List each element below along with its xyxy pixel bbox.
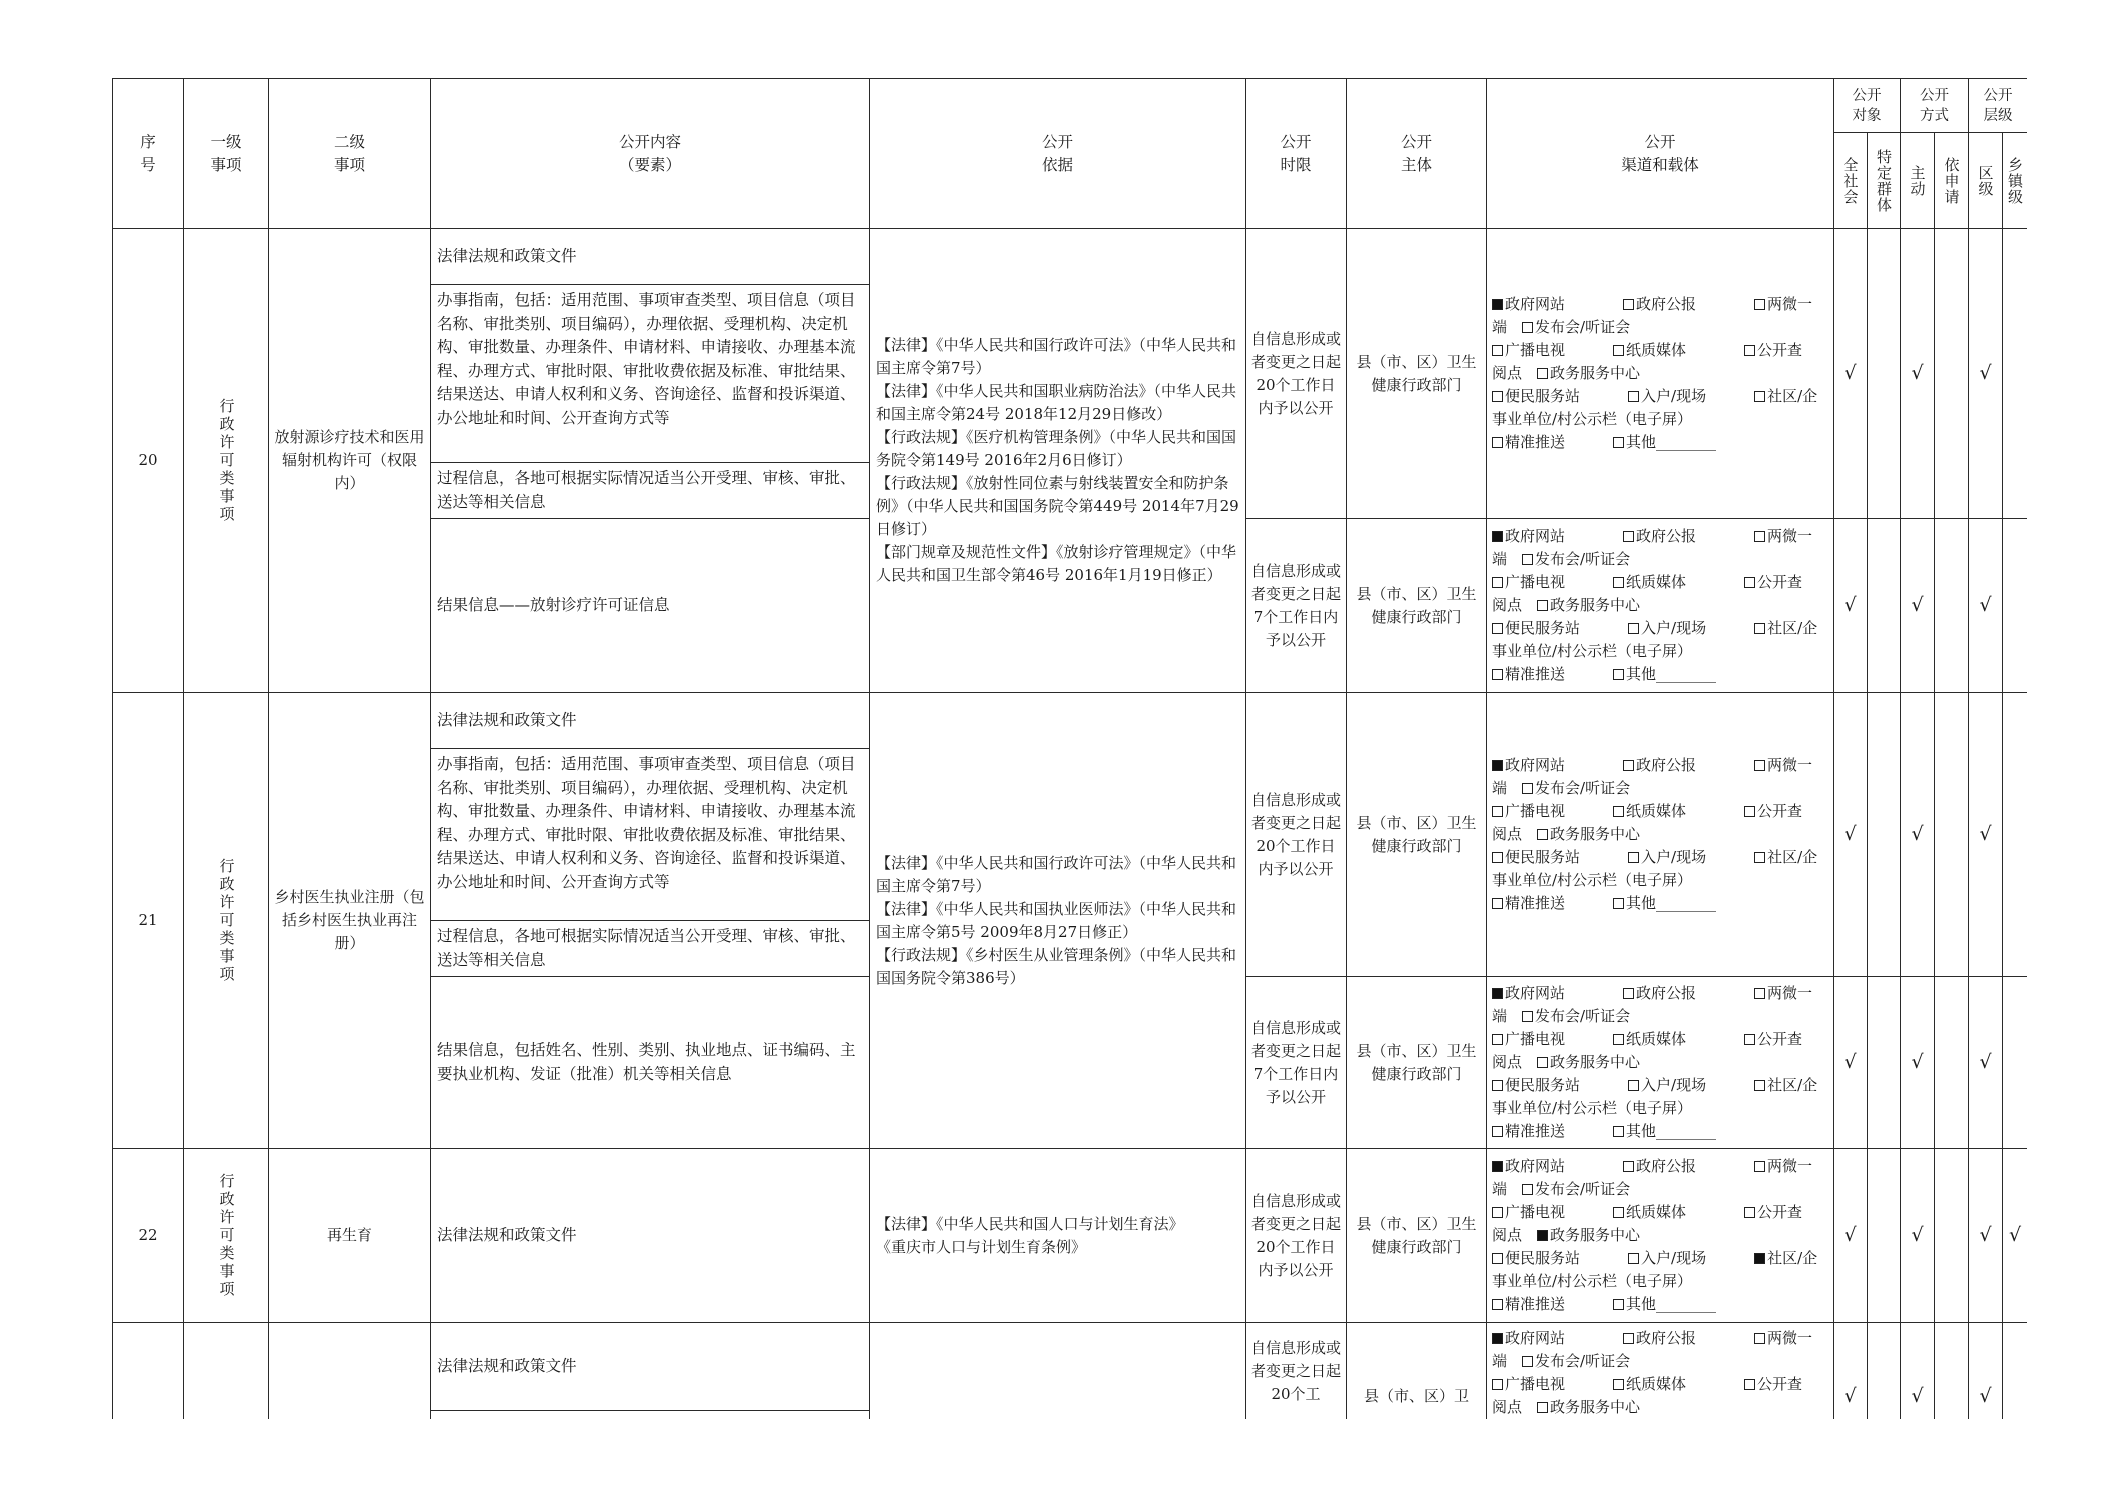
checkbox-icon: [1623, 988, 1634, 999]
header-target-group: 公开 对象: [1834, 79, 1901, 133]
checkbox-icon: [1628, 1080, 1639, 1091]
check-method-request: [1935, 1323, 1969, 1420]
check-method-active: √: [1901, 519, 1935, 693]
row-subject-result: 县（市、区）卫生健康行政部门: [1347, 519, 1487, 693]
checkbox-checked-icon: [1492, 988, 1503, 999]
checkbox-icon: [1492, 577, 1503, 588]
checkbox-icon: [1522, 1184, 1533, 1195]
checkbox-checked-icon: [1492, 1333, 1503, 1344]
check-level-district: √: [1969, 977, 2003, 1149]
checkbox-icon: [1754, 988, 1765, 999]
row-level1: 行政许可类事项: [184, 229, 269, 693]
check-method-request: [1935, 977, 1969, 1149]
disclosure-standard-table: [112, 78, 2027, 1419]
row-seq: 22: [113, 1149, 184, 1323]
check-method-request: [1935, 519, 1969, 693]
checkbox-icon: [1492, 898, 1503, 909]
checkbox-icon: [1492, 1299, 1503, 1310]
check-level-district: √: [1969, 693, 2003, 977]
checkbox-icon: [1744, 1207, 1755, 1218]
check-level-district: √: [1969, 1149, 2003, 1323]
checkbox-icon: [1613, 669, 1624, 680]
checkbox-icon: [1522, 1356, 1533, 1367]
check-target-all: √: [1834, 977, 1868, 1149]
channel-block: 政府网站 政府公报 两微一 端 发布会/听证会 广播电视 纸质媒体 公开查 阅点 政务服务中心 便民服务站 入户/现场 社区/企 事业单位/村公示栏（电子屏） 精准推送 其他________: [1487, 519, 1834, 693]
channel-block: 政府网站 政府公报 两微一 端 发布会/听证会 广播电视 纸质媒体 公开查 阅点 政务服务中心 便民服务站 入户/现场 社区/企 事业单位/村公示栏（电子屏） 精准推送 其他________: [1487, 693, 1834, 977]
table-row: [113, 693, 2028, 749]
header-timelimit: 公开 时限: [1246, 79, 1347, 229]
check-level-township: [2003, 1323, 2028, 1420]
checkbox-icon: [1754, 852, 1765, 863]
checkbox-icon: [1754, 531, 1765, 542]
header-seq: 序 号: [113, 79, 184, 229]
content-item: 法律法规和政策文件: [431, 693, 870, 749]
checkbox-icon: [1754, 623, 1765, 634]
check-target-all: √: [1834, 229, 1868, 519]
content-item: 法律法规和政策文件: [431, 229, 870, 285]
check-method-active: √: [1901, 229, 1935, 519]
channel-block: 政府网站 政府公报 两微一 端 发布会/听证会 广播电视 纸质媒体 公开查 阅点 政务服务中心: [1487, 1323, 1834, 1420]
header-subject: 公开 主体: [1347, 79, 1487, 229]
checkbox-icon: [1754, 1080, 1765, 1091]
checkbox-icon: [1744, 577, 1755, 588]
row-subject-result: 县（市、区）卫生健康行政部门: [1347, 977, 1487, 1149]
header-target-all: 全社会: [1834, 133, 1868, 229]
row-seq: 20: [113, 229, 184, 693]
header-content: 公开内容 （要素）: [431, 79, 870, 229]
checkbox-icon: [1537, 368, 1548, 379]
checkbox-icon: [1744, 1034, 1755, 1045]
row-level2: [269, 1323, 431, 1420]
checkbox-icon: [1628, 623, 1639, 634]
checkbox-icon: [1744, 806, 1755, 817]
checkbox-icon: [1537, 829, 1548, 840]
checkbox-icon: [1613, 1207, 1624, 1218]
row-subject: 县（市、区）卫: [1347, 1323, 1487, 1420]
content-item: 办事指南，包括：适用范围、事项审查类型、项目信息（项目名称、审批类别、项目编码），办理依据、受理机构、决定机构、审批数量、办理条件、申请材料、申请接收、办理基本流程、办理方式、审批时限、审批收费依据及标准、审批结果、结果送达、申请人权利和义务、咨询途径、监督和投诉渠道、办公地址和时间、公开查询方式等: [431, 749, 870, 921]
checkbox-checked-icon: [1492, 531, 1503, 542]
row-level1: 行政许可类事项: [184, 693, 269, 1149]
content-item: 结果信息，包括姓名、性别、类别、执业地点、证书编码、主要执业机构、发证（批准）机关等相关信息: [431, 977, 870, 1149]
table-row: [113, 1323, 2028, 1411]
checkbox-icon: [1628, 852, 1639, 863]
table-row: [113, 229, 2028, 285]
checkbox-icon: [1613, 1379, 1624, 1390]
checkbox-icon: [1744, 1379, 1755, 1390]
checkbox-icon: [1492, 391, 1503, 402]
row-seq: 21: [113, 693, 184, 1149]
check-method-active: √: [1901, 1149, 1935, 1323]
row-level1: 行政许可类事项: [184, 1149, 269, 1323]
check-level-township: √: [2003, 1149, 2028, 1323]
checkbox-icon: [1623, 299, 1634, 310]
row-seq: [113, 1323, 184, 1420]
checkbox-icon: [1613, 806, 1624, 817]
row-basis: [870, 1323, 1246, 1420]
checkbox-icon: [1522, 1011, 1533, 1022]
row-level2: 乡村医生执业注册（包括乡村医生执业再注册）: [269, 693, 431, 1149]
content-item: 结果信息——放射诊疗许可证信息: [431, 519, 870, 693]
row-basis: 【法律】《中华人民共和国人口与计划生育法》 《重庆市人口与计划生育条例》: [870, 1149, 1246, 1323]
checkbox-icon: [1522, 783, 1533, 794]
content-item: 过程信息，各地可根据实际情况适当公开受理、审核、审批、送达等相关信息: [431, 921, 870, 977]
checkbox-checked-icon: [1754, 1253, 1765, 1264]
checkbox-icon: [1492, 1379, 1503, 1390]
check-method-active: √: [1901, 1323, 1935, 1420]
checkbox-icon: [1754, 299, 1765, 310]
checkbox-icon: [1613, 345, 1624, 356]
row-subject: 县（市、区）卫生健康行政部门: [1347, 693, 1487, 977]
checkbox-checked-icon: [1492, 1161, 1503, 1172]
checkbox-icon: [1537, 600, 1548, 611]
checkbox-icon: [1628, 391, 1639, 402]
header-level-group: 公开 层级: [1969, 79, 2028, 133]
check-target-specific: [1868, 1149, 1901, 1323]
header-basis: 公开 依据: [870, 79, 1246, 229]
header-level1: 一级 事项: [184, 79, 269, 229]
channel-block: 政府网站 政府公报 两微一 端 发布会/听证会 广播电视 纸质媒体 公开查 阅点 政务服务中心 便民服务站 入户/现场 社区/企 事业单位/村公示栏（电子屏） 精准推送 其他________: [1487, 977, 1834, 1149]
check-level-district: √: [1969, 519, 2003, 693]
checkbox-icon: [1492, 1080, 1503, 1091]
checkbox-checked-icon: [1492, 299, 1503, 310]
content-item: [431, 1411, 870, 1420]
checkbox-icon: [1613, 1126, 1624, 1137]
row-timelimit: 自信息形成或者变更之日起20个工: [1246, 1323, 1347, 1420]
header-channel: 公开 渠道和载体: [1487, 79, 1834, 229]
header-level-township: 乡镇级: [2003, 133, 2028, 229]
checkbox-icon: [1492, 1253, 1503, 1264]
checkbox-icon: [1522, 322, 1533, 333]
row-level2: 再生育: [269, 1149, 431, 1323]
row-basis: 【法律】《中华人民共和国行政许可法》（中华人民共和国主席令第7号） 【法律】《中华人民共和国执业医师法》（中华人民共和国主席令第5号 2009年8月27日修正） 【行政法规】《乡村医生从业管理条例》（中华人民共和国国务院令第386号）: [870, 693, 1246, 1149]
table-row: [113, 1149, 2028, 1323]
check-level-township: [2003, 977, 2028, 1149]
checkbox-checked-icon: [1537, 1230, 1548, 1241]
checkbox-icon: [1623, 1161, 1634, 1172]
checkbox-icon: [1623, 531, 1634, 542]
check-method-active: √: [1901, 693, 1935, 977]
checkbox-icon: [1754, 760, 1765, 771]
checkbox-icon: [1522, 554, 1533, 565]
checkbox-icon: [1623, 760, 1634, 771]
checkbox-icon: [1492, 437, 1503, 448]
row-subject: 县（市、区）卫生健康行政部门: [1347, 229, 1487, 519]
check-method-active: √: [1901, 977, 1935, 1149]
header-target-specific: 特定群体: [1868, 133, 1901, 229]
check-level-district: √: [1969, 229, 2003, 519]
check-target-specific: [1868, 977, 1901, 1149]
checkbox-icon: [1613, 577, 1624, 588]
header-level2: 二级 事项: [269, 79, 431, 229]
checkbox-icon: [1754, 1333, 1765, 1344]
content-item: 法律法规和政策文件: [431, 1149, 870, 1323]
check-target-specific: [1868, 1323, 1901, 1420]
disclosure-table-frame: [112, 78, 2027, 1419]
checkbox-icon: [1613, 1034, 1624, 1045]
check-target-all: √: [1834, 1149, 1868, 1323]
content-item: 法律法规和政策文件: [431, 1323, 870, 1411]
checkbox-icon: [1754, 1161, 1765, 1172]
checkbox-icon: [1744, 345, 1755, 356]
checkbox-icon: [1492, 1034, 1503, 1045]
checkbox-icon: [1623, 1333, 1634, 1344]
checkbox-icon: [1628, 1253, 1639, 1264]
check-target-all: √: [1834, 1323, 1868, 1420]
checkbox-icon: [1537, 1402, 1548, 1413]
check-target-specific: [1868, 229, 1901, 519]
check-level-township: [2003, 693, 2028, 977]
checkbox-icon: [1537, 1057, 1548, 1068]
checkbox-checked-icon: [1492, 760, 1503, 771]
check-target-all: √: [1834, 519, 1868, 693]
content-item: 过程信息，各地可根据实际情况适当公开受理、审核、审批、送达等相关信息: [431, 463, 870, 519]
checkbox-icon: [1613, 437, 1624, 448]
checkbox-icon: [1492, 852, 1503, 863]
channel-block: 政府网站 政府公报 两微一 端 发布会/听证会 广播电视 纸质媒体 公开查 阅点 政务服务中心 便民服务站 入户/现场 社区/企 事业单位/村公示栏（电子屏） 精准推送 其他________: [1487, 229, 1834, 519]
checkbox-icon: [1613, 1299, 1624, 1310]
row-timelimit-result: 自信息形成或者变更之日起7个工作日内予以公开: [1246, 977, 1347, 1149]
channel-block: 政府网站 政府公报 两微一 端 发布会/听证会 广播电视 纸质媒体 公开查 阅点 政务服务中心 便民服务站 入户/现场 社区/企 事业单位/村公示栏（电子屏） 精准推送 其他________: [1487, 1149, 1834, 1323]
row-timelimit: 自信息形成或者变更之日起20个工作日内予以公开: [1246, 693, 1347, 977]
check-level-township: [2003, 229, 2028, 519]
checkbox-icon: [1492, 1207, 1503, 1218]
header-level-district: 区级: [1969, 133, 2003, 229]
check-method-request: [1935, 693, 1969, 977]
row-subject: 县（市、区）卫生健康行政部门: [1347, 1149, 1487, 1323]
check-target-all: √: [1834, 693, 1868, 977]
checkbox-icon: [1492, 669, 1503, 680]
content-item: 办事指南，包括：适用范围、事项审查类型、项目信息（项目名称、审批类别、项目编码），办理依据、受理机构、决定机构、审批数量、办理条件、申请材料、申请接收、办理基本流程、办理方式、审批时限、审批收费依据及标准、审批结果、结果送达、申请人权利和义务、咨询途径、监督和投诉渠道、办公地址和时间、公开查询方式等: [431, 285, 870, 463]
check-level-township: [2003, 519, 2028, 693]
check-target-specific: [1868, 693, 1901, 977]
row-level2: 放射源诊疗技术和医用辐射机构许可（权限内）: [269, 229, 431, 693]
row-timelimit: 自信息形成或者变更之日起20个工作日内予以公开: [1246, 229, 1347, 519]
checkbox-icon: [1492, 806, 1503, 817]
check-method-request: [1935, 1149, 1969, 1323]
header-method-active: 主动: [1901, 133, 1935, 229]
check-method-request: [1935, 229, 1969, 519]
checkbox-icon: [1492, 623, 1503, 634]
checkbox-icon: [1492, 345, 1503, 356]
checkbox-icon: [1754, 391, 1765, 402]
check-target-specific: [1868, 519, 1901, 693]
row-level1: [184, 1323, 269, 1420]
check-level-district: √: [1969, 1323, 2003, 1420]
header-method-group: 公开 方式: [1901, 79, 1969, 133]
row-basis: 【法律】《中华人民共和国行政许可法》（中华人民共和国主席令第7号） 【法律】《中华人民共和国职业病防治法》（中华人民共和国主席令第24号 2018年12月29日修改） 【行政法规】《医疗机构管理条例》（中华人民共和国国务院令第149号 2016年2月6日修订） 【行政法规】《放射性同位素与射线装置安全和防护条例》（中华人民共和国国务院令第449号 2014年7月29日修订） 【部门规章及规范性文件】《放射诊疗管理规定》（中华人民共和国卫生部令第46号 2016年1月19日修正）: [870, 229, 1246, 693]
row-timelimit: 自信息形成或者变更之日起20个工作日内予以公开: [1246, 1149, 1347, 1323]
checkbox-icon: [1613, 898, 1624, 909]
checkbox-icon: [1492, 1126, 1503, 1137]
row-timelimit-result: 自信息形成或者变更之日起7个工作日内予以公开: [1246, 519, 1347, 693]
header-method-request: 依申请: [1935, 133, 1969, 229]
